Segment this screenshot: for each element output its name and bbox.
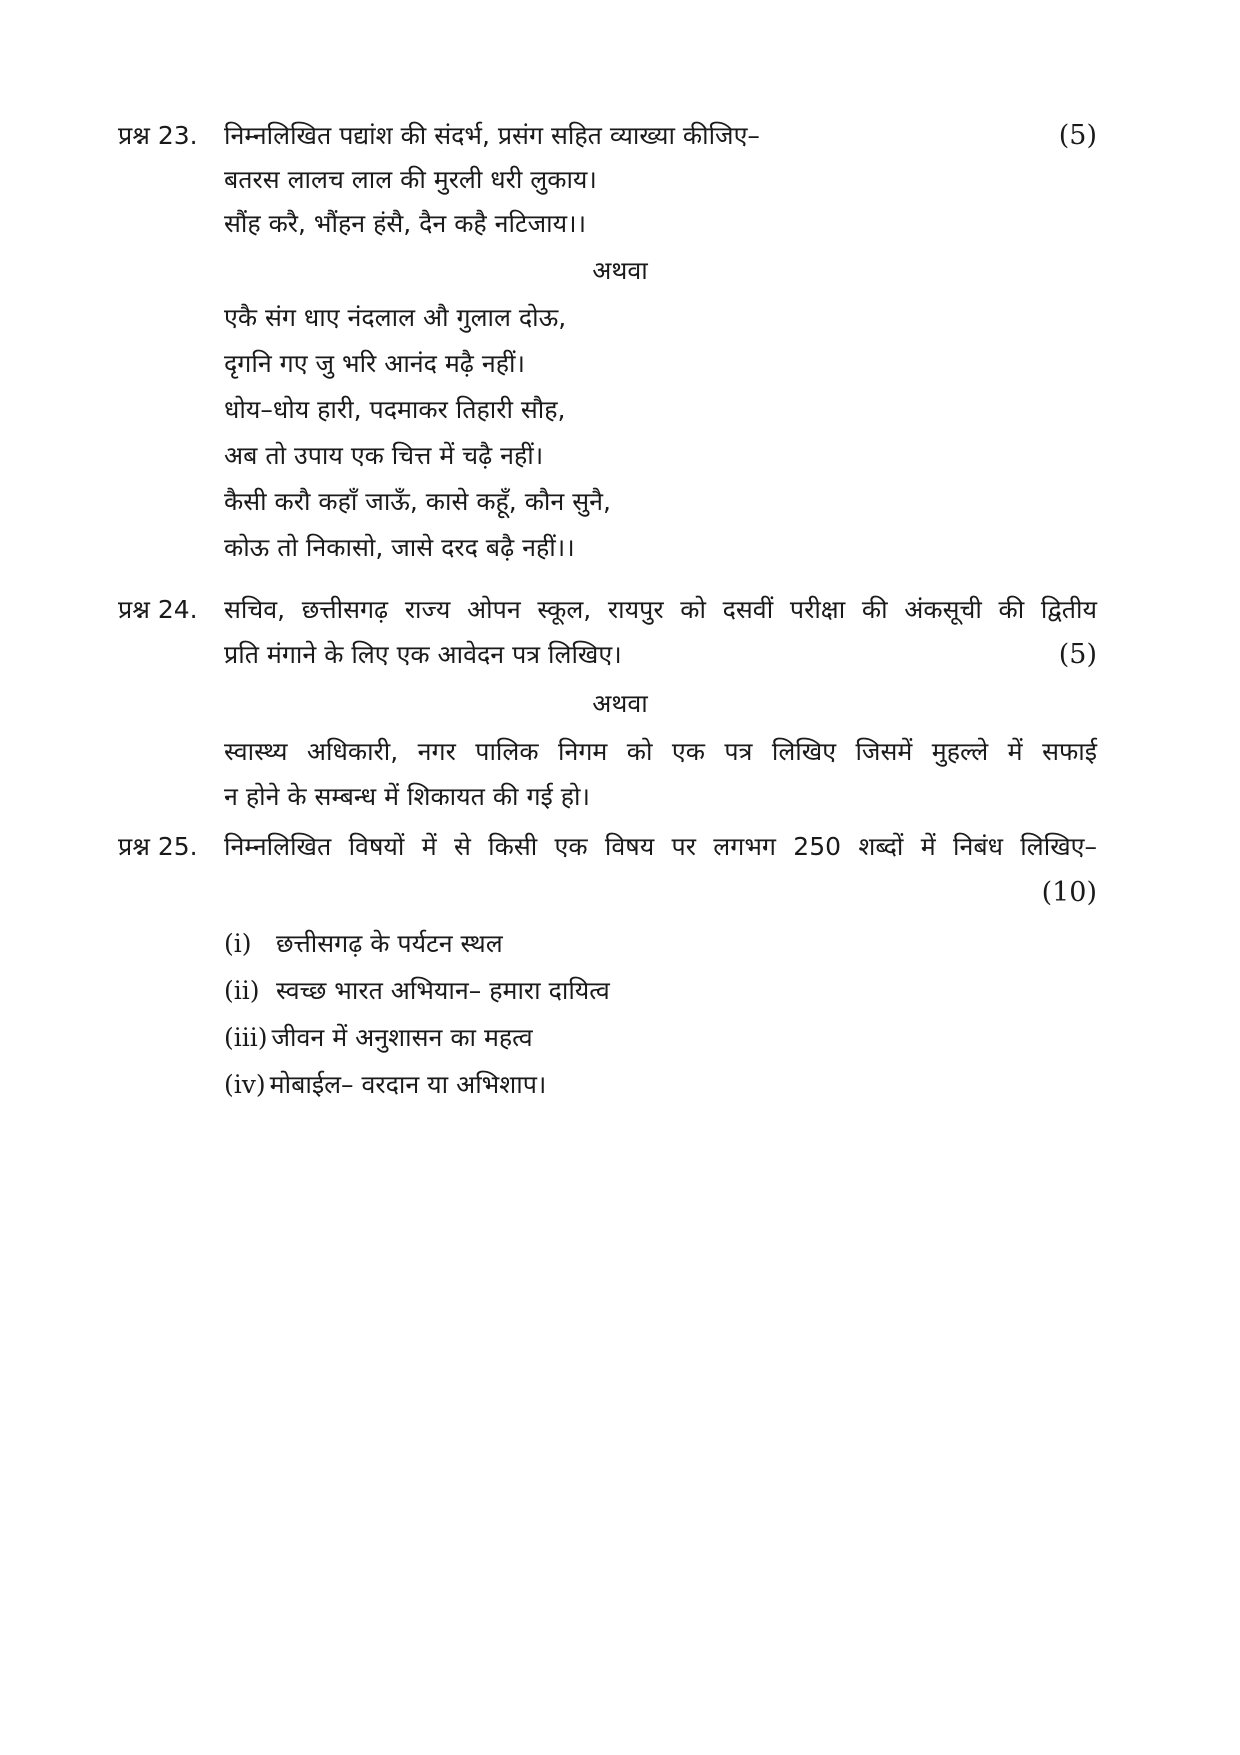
q24-alt-line2: न होने के सम्बन्ध में शिकायत की गई हो। [224,782,590,811]
q24-alt-line1: स्वास्थ्य अधिकारी, नगर पालिक निगम को एक पत्र लिखिए जिसमें मुहल्ले में सफाई [224,737,1097,766]
q25-option-text: जीवन में अनुशासन का महत्व [271,1023,533,1052]
q25-option-number: (i) [224,929,252,958]
q23-verse2-line: कोऊ तो निकासो, जासे दरद बढ़ै नहीं।। [224,533,575,562]
q24-marks: (5) [1058,639,1097,670]
q23-verse2-line: एकै संग धाए नंदलाल औ गुलाल दोऊ, [224,303,567,332]
q23-verse2-line: कैसी करौ कहाँ जाऊँ, कासे कहूँ, कौन सुनै, [224,487,611,516]
q23-prompt: निम्नलिखित पद्यांश की संदर्भ, प्रसंग सहित व्याख्या कीजिए– [224,121,760,150]
q23-or: अथवा [592,256,648,285]
q25-option-text: स्वच्छ भारत अभियान– हमारा दायित्व [276,976,610,1005]
q23-verse2-line: अब तो उपाय एक चित्त में चढ़ै नहीं। [224,441,544,470]
q23-verse1-line: बतरस लालच लाल की मुरली धरी लुकाय। [224,165,597,194]
q25-option-number: (iii) [224,1023,268,1052]
q25-option-number: (iv) [224,1070,266,1099]
q24-line2: प्रति मंगाने के लिए एक आवेदन पत्र लिखिए। [224,640,622,669]
q25-option [224,973,610,1009]
q25-option-number: (ii) [224,976,260,1005]
q23-verse2-line: दृगनि गए जु भरि आनंद मढ़ै नहीं। [224,349,525,378]
q24-line1: सचिव, छत्तीसगढ़ राज्य ओपन स्कूल, रायपुर को दसवीं परीक्षा की अंकसूची की द्वितीय [224,595,1097,624]
q23-verse1-line: सौंह करै, भौंहन हंसै, दैन कहै नटिजाय।। [224,209,587,238]
q24-or: अथवा [592,689,648,718]
q25-option [224,926,503,962]
q23-label: प्रश्न 23. [118,121,198,150]
q23-marks: (5) [1058,120,1097,151]
q25-marks: (10) [1041,877,1097,908]
q25-option [224,1020,533,1056]
q25-option-text: मोबाईल– वरदान या अभिशाप। [269,1070,547,1099]
q25-prompt: निम्नलिखित विषयों में से किसी एक विषय पर लगभग 250 शब्दों में निबंध लिखिए– [224,832,1097,861]
q25-label: प्रश्न 25. [118,832,198,861]
q23-verse2-line: धोय–धोय हारी, पदमाकर तिहारी सौह, [224,395,566,424]
q25-option [224,1067,546,1103]
q24-label: प्रश्न 24. [118,595,198,624]
q25-option-text: छत्तीसगढ़ के पर्यटन स्थल [276,929,503,958]
